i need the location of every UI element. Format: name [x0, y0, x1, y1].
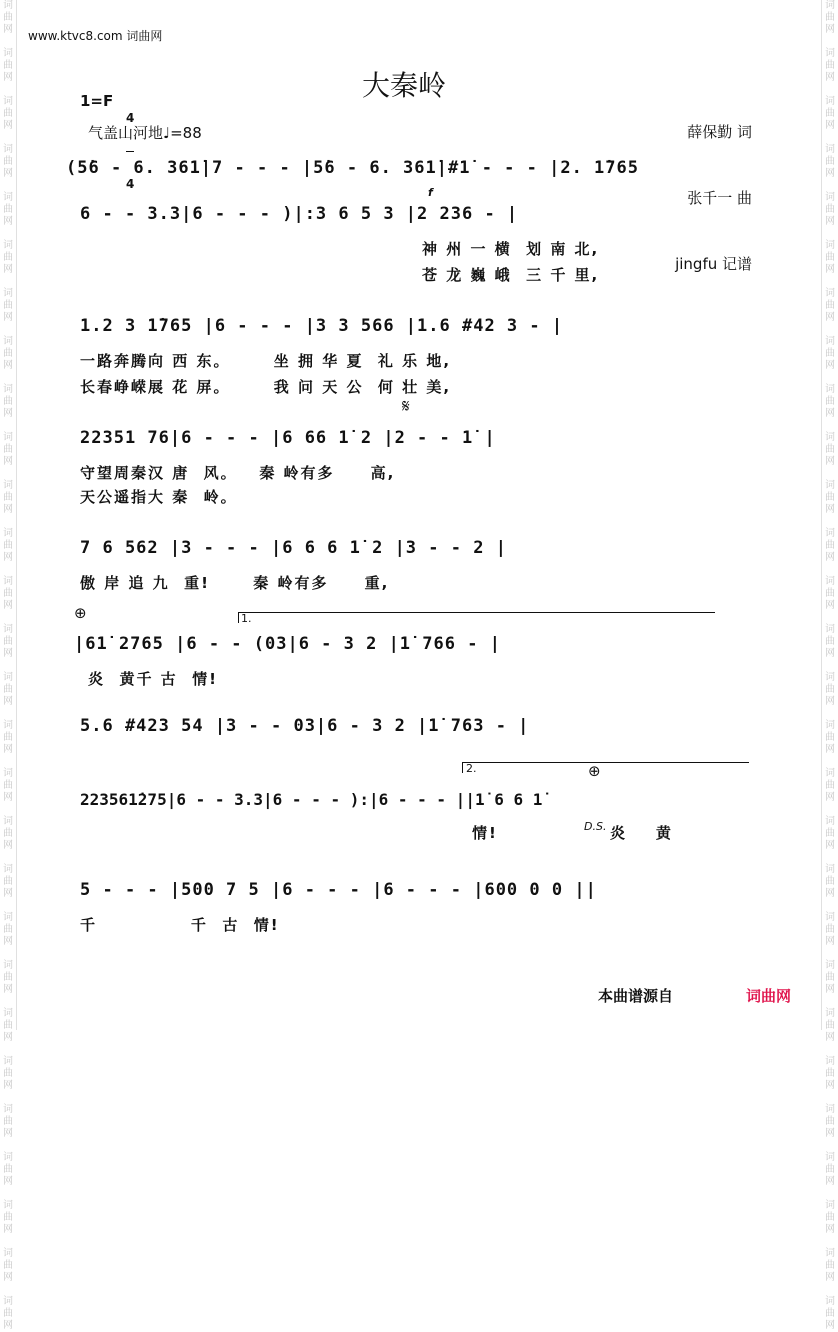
transcriber: jingfu 记谱	[675, 255, 752, 273]
score-line-3: 1.2 3 1̇765 |6 - - - |3 3 566 |1.6 #42 3 - |	[80, 316, 564, 336]
volta-1-bracket	[238, 612, 715, 623]
lyrics-8b: 炎 黄	[610, 824, 673, 842]
volta-2-bracket	[462, 762, 749, 773]
score-line-8: 223561̇275|6 - - 3.3|6 - - - ):|6 - - - ||1̇ 6 6 1̇	[80, 790, 543, 809]
score-line-9: 5 - - - |500 7 5 |6 - - - |6 - - - |600 0 0 ||	[80, 880, 597, 900]
time-divider	[126, 151, 134, 152]
segno-icon: 𝄋	[402, 396, 410, 417]
lyrics-2b: 苍 龙 巍 峨 三 千 里,	[422, 266, 600, 284]
score-line-5: 7 6 562 |3 - - - |6 6 6 1̇ 2 |3 - - 2 |	[80, 538, 507, 558]
key-signature: 1=F	[80, 92, 114, 110]
score-line-4: 22351 76|6 - - - |6 66 1̇ 2 |2 - - 1̇ |	[80, 428, 496, 448]
lyrics-4b: 天公遥指大 秦 岭。	[80, 488, 238, 506]
volta-1-label: 1.	[241, 612, 252, 625]
lyrics-3b: 长春峥嵘展 花 屏。 我 问 天 公 何 壮 美,	[80, 378, 452, 396]
footer-brand-link[interactable]: 词曲网	[746, 987, 792, 1005]
right-watermark-strip: 词 曲 网 词 曲 网 词 曲 网 词 曲 网 词 曲 网 词 曲 网 词 曲 网 词 曲 网 词 曲 网 词 曲 网 词 曲 网 词 曲 网 词 曲 网 词 曲 网 词 曲 网 词 曲 网 词 曲 网 词 曲 网 词 曲 网 词 曲 网 词 曲 网 词 曲 网 词 曲 网 词 曲 网 词 曲 网 词 曲 网 词 曲 网 词 曲 网	[821, 0, 838, 1030]
left-watermark-strip: 词 曲 网 词 曲 网 词 曲 网 词 曲 网 词 曲 网 词 曲 网 词 曲 网 词 曲 网 词 曲 网 词 曲 网 词 曲 网 词 曲 网 词 曲 网 词 曲 网 词 曲 网 词 曲 网 词 曲 网 词 曲 网 词 曲 网 词 曲 网 词 曲 网 词 曲 网 词 曲 网 词 曲 网 词 曲 网 词 曲 网 词 曲 网 词 曲 网	[0, 0, 17, 1030]
song-title: 大秦岭	[362, 69, 447, 102]
lyrics-3a: 一路奔腾向 西 东。 坐 拥 华 夏 礼 乐 地,	[80, 352, 452, 370]
coda-icon-2: ⊕	[588, 762, 601, 780]
dal-segno-mark: D.S.	[584, 820, 607, 833]
volta-2-label: 2.	[466, 762, 477, 775]
time-top: 4	[126, 111, 135, 125]
score-line-7: 5.6 #423 54 |3 - - 03|6 - 3 2 |1̇ 763 - |	[80, 716, 530, 736]
tempo-marking: 气盖山河地♩=88	[88, 124, 202, 142]
forte-mark: f	[428, 186, 433, 199]
coda-icon: ⊕	[74, 604, 87, 622]
composer: 张千一 曲	[687, 189, 752, 207]
credits	[675, 77, 752, 297]
time-bottom: 4	[126, 177, 135, 191]
lyrics-4a: 守望周秦汉 唐 风。 秦 岭有多 高,	[80, 464, 396, 482]
lyrics-9a: 千 千 古 情!	[80, 916, 280, 934]
lyrics-8a: 情!	[472, 824, 498, 842]
score-line-6: |61̇ 2765 |6 - - (03|6 - 3 2 |1̇ 766 - |	[74, 634, 501, 654]
time-signature	[126, 86, 134, 204]
score-line-2: 6 - - 3.3|6 - - - )|:3 6 5 3 |2 236 - |	[80, 204, 519, 224]
source-url: www.ktvc8.com 词曲网	[28, 29, 163, 43]
lyrics-2a: 神 州 一 横 划 南 北,	[422, 240, 600, 258]
footer-source-label: 本曲谱源自	[598, 987, 674, 1005]
lyrics-5a: 傲 岸 追 九 重! 秦 岭有多 重,	[80, 574, 390, 592]
lyricist: 薛保勤 词	[687, 123, 752, 141]
score-line-1: (5̇6 - 6. 361̇|7 - - - |5̇6 - 6. 361̇|#1̇ - - - |2. 1̇765	[66, 158, 639, 178]
lyrics-6a: 炎 黄千 古 情!	[88, 670, 218, 688]
